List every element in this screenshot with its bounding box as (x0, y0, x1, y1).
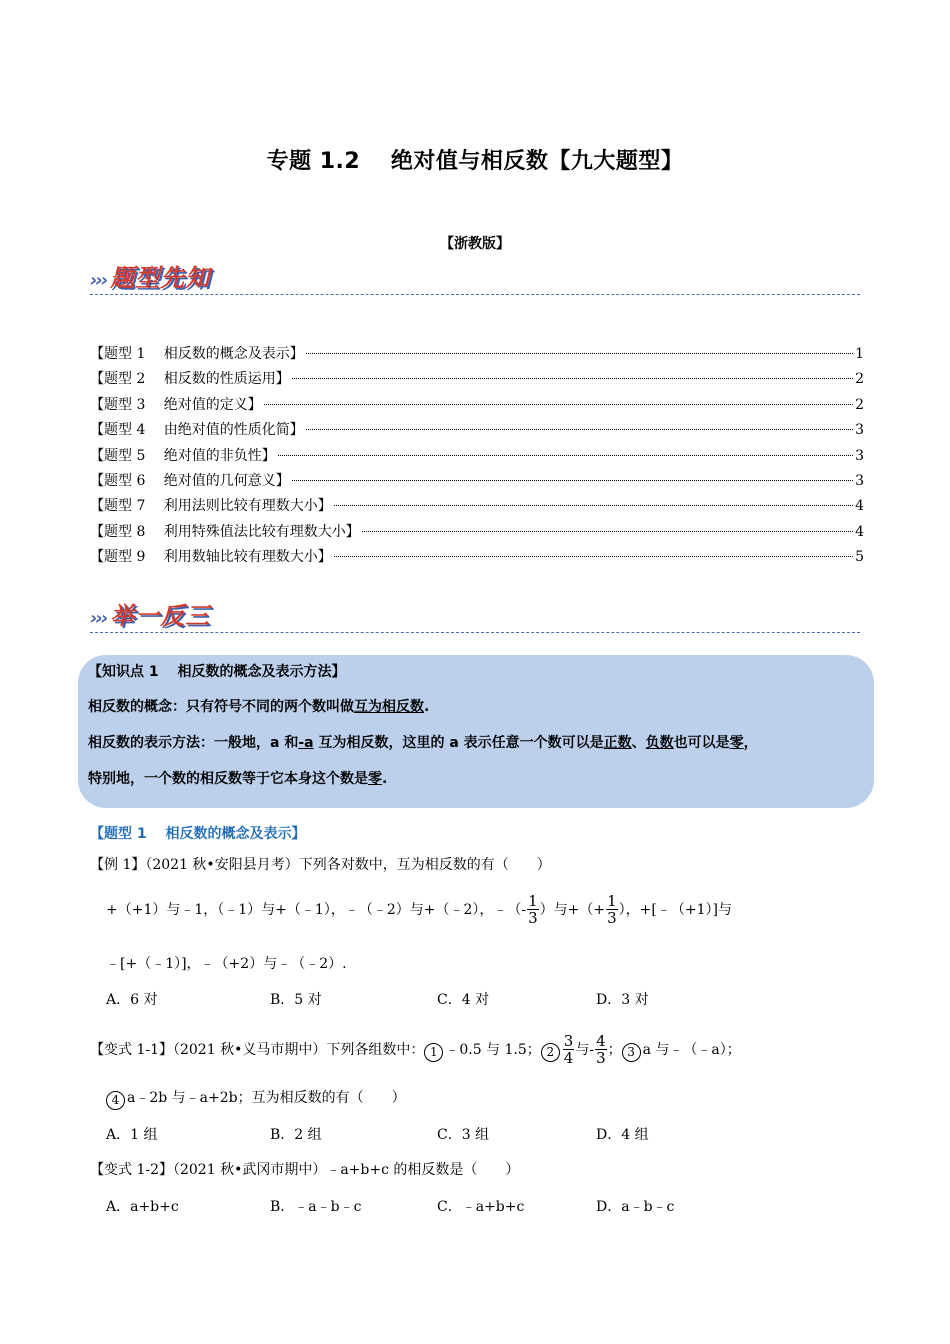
knowledge-concept: 相反数的概念：只有符号不同的两个数叫做互为相反数. (88, 699, 430, 715)
fraction: $\frac{4}{3}$ (596, 1032, 606, 1067)
circle-number-icon: 2 (541, 1043, 560, 1062)
toc-item[interactable]: 【题型 1 相反数的概念及表示】 1 (90, 346, 864, 362)
circle-number-icon: 4 (106, 1091, 125, 1110)
circle-number-icon: 3 (622, 1043, 641, 1062)
variant-1-1-line-2: 4 a﹣2b 与﹣a+2b；互为相反数的有（ ） (106, 1087, 406, 1110)
option-a[interactable]: A．6 对 (106, 992, 158, 1008)
example-line-2: ﹣[+（﹣1）]，﹣（+2）与﹣（﹣2）. (106, 956, 347, 972)
option-c[interactable]: C．4 对 (437, 992, 490, 1008)
banner-preview-text: 题型先知 (110, 264, 211, 292)
toc-item[interactable]: 【题型 6 绝对值的几何意义】 3 (90, 472, 864, 489)
toc-item[interactable]: 【题型 9 利用数轴比较有理数大小】 5 (90, 549, 864, 566)
type-heading: 【题型 1 相反数的概念及表示】 (90, 826, 306, 842)
page-title: 专题 1.2 绝对值与相反数【九大题型】 (266, 149, 684, 174)
edition-label: 【浙教版】 (440, 236, 510, 252)
toc-item[interactable]: 【题型 7 利用法则比较有理数大小】 4 (90, 498, 864, 515)
option-a[interactable]: A．a+b+c (106, 1199, 179, 1215)
option-d[interactable]: D．3 对 (596, 992, 649, 1008)
divider (90, 294, 860, 295)
option-a[interactable]: A．1 组 (106, 1127, 158, 1143)
fraction: $\frac{1}{3}$ (607, 892, 617, 927)
option-b[interactable]: B．5 对 (270, 992, 322, 1008)
circle-number-icon: 1 (424, 1043, 443, 1062)
banner-arrows-icon: ››› (90, 608, 107, 629)
example-line-1: +（+1）与﹣1，（﹣1）与+（﹣1），﹣（﹣2）与+（﹣2），﹣（- $\frac{1}{3}$ ）与+（+ $\frac{1}{3}$ ），+[﹣（+1）]与 (106, 892, 732, 927)
option-b[interactable]: B．2 组 (270, 1127, 322, 1143)
knowledge-representation: 相反数的表示方法：一般地，a 和-a 互为相反数，这里的 a 表示任意一个数可以是正数、负数也可以是零， (88, 735, 758, 751)
knowledge-special: 特别地，一个数的相反数等于它本身这个数是零. (88, 771, 388, 787)
example-label: 【例 1】（2021 秋•安阳县月考）下列各对数中，互为相反数的有（ ） (90, 857, 551, 873)
toc-item[interactable]: 【题型 5 绝对值的非负性】 3 (90, 447, 864, 464)
option-c[interactable]: C．3 组 (437, 1127, 490, 1143)
banner-arrows-icon: ››› (90, 270, 107, 291)
fraction: $\frac{1}{3}$ (528, 892, 538, 927)
variant-1-2-label: 【变式 1-2】（2021 秋•武冈市期中）﹣a+b+c 的相反数是（ ） (90, 1162, 520, 1178)
option-d[interactable]: D．a﹣b﹣c (596, 1199, 675, 1215)
toc-item[interactable]: 【题型 3 绝对值的定义】 2 (90, 396, 864, 413)
option-b[interactable]: B．﹣a﹣b﹣c (270, 1199, 362, 1215)
table-of-contents (90, 343, 864, 572)
divider (90, 632, 860, 633)
toc-item[interactable]: 【题型 4 由绝对值的性质化简】 3 (90, 422, 864, 439)
fraction: $\frac{3}{4}$ (563, 1032, 574, 1067)
knowledge-title: 【知识点 1 相反数的概念及表示方法】 (88, 664, 346, 680)
option-c[interactable]: C．﹣a+b+c (437, 1199, 525, 1215)
variant-1-1-line-1: 【变式 1-1】（2021 秋•义马市期中）下列各组数中： 1 ﹣0.5 与 1.5； 2 $\frac{3}{4}$ 与- $\frac{4}{3}$ ； 3 a 与﹣（﹣a）； (90, 1032, 741, 1067)
toc-item[interactable]: 【题型 2 相反数的性质运用】 2 (90, 371, 864, 388)
option-d[interactable]: D．4 组 (596, 1127, 649, 1143)
toc-item[interactable]: 【题型 8 利用特殊值法比较有理数大小】 4 (90, 523, 864, 540)
banner-practice (90, 596, 210, 632)
banner-preview (90, 258, 210, 294)
banner-practice-text: 举一反三 (110, 602, 211, 630)
